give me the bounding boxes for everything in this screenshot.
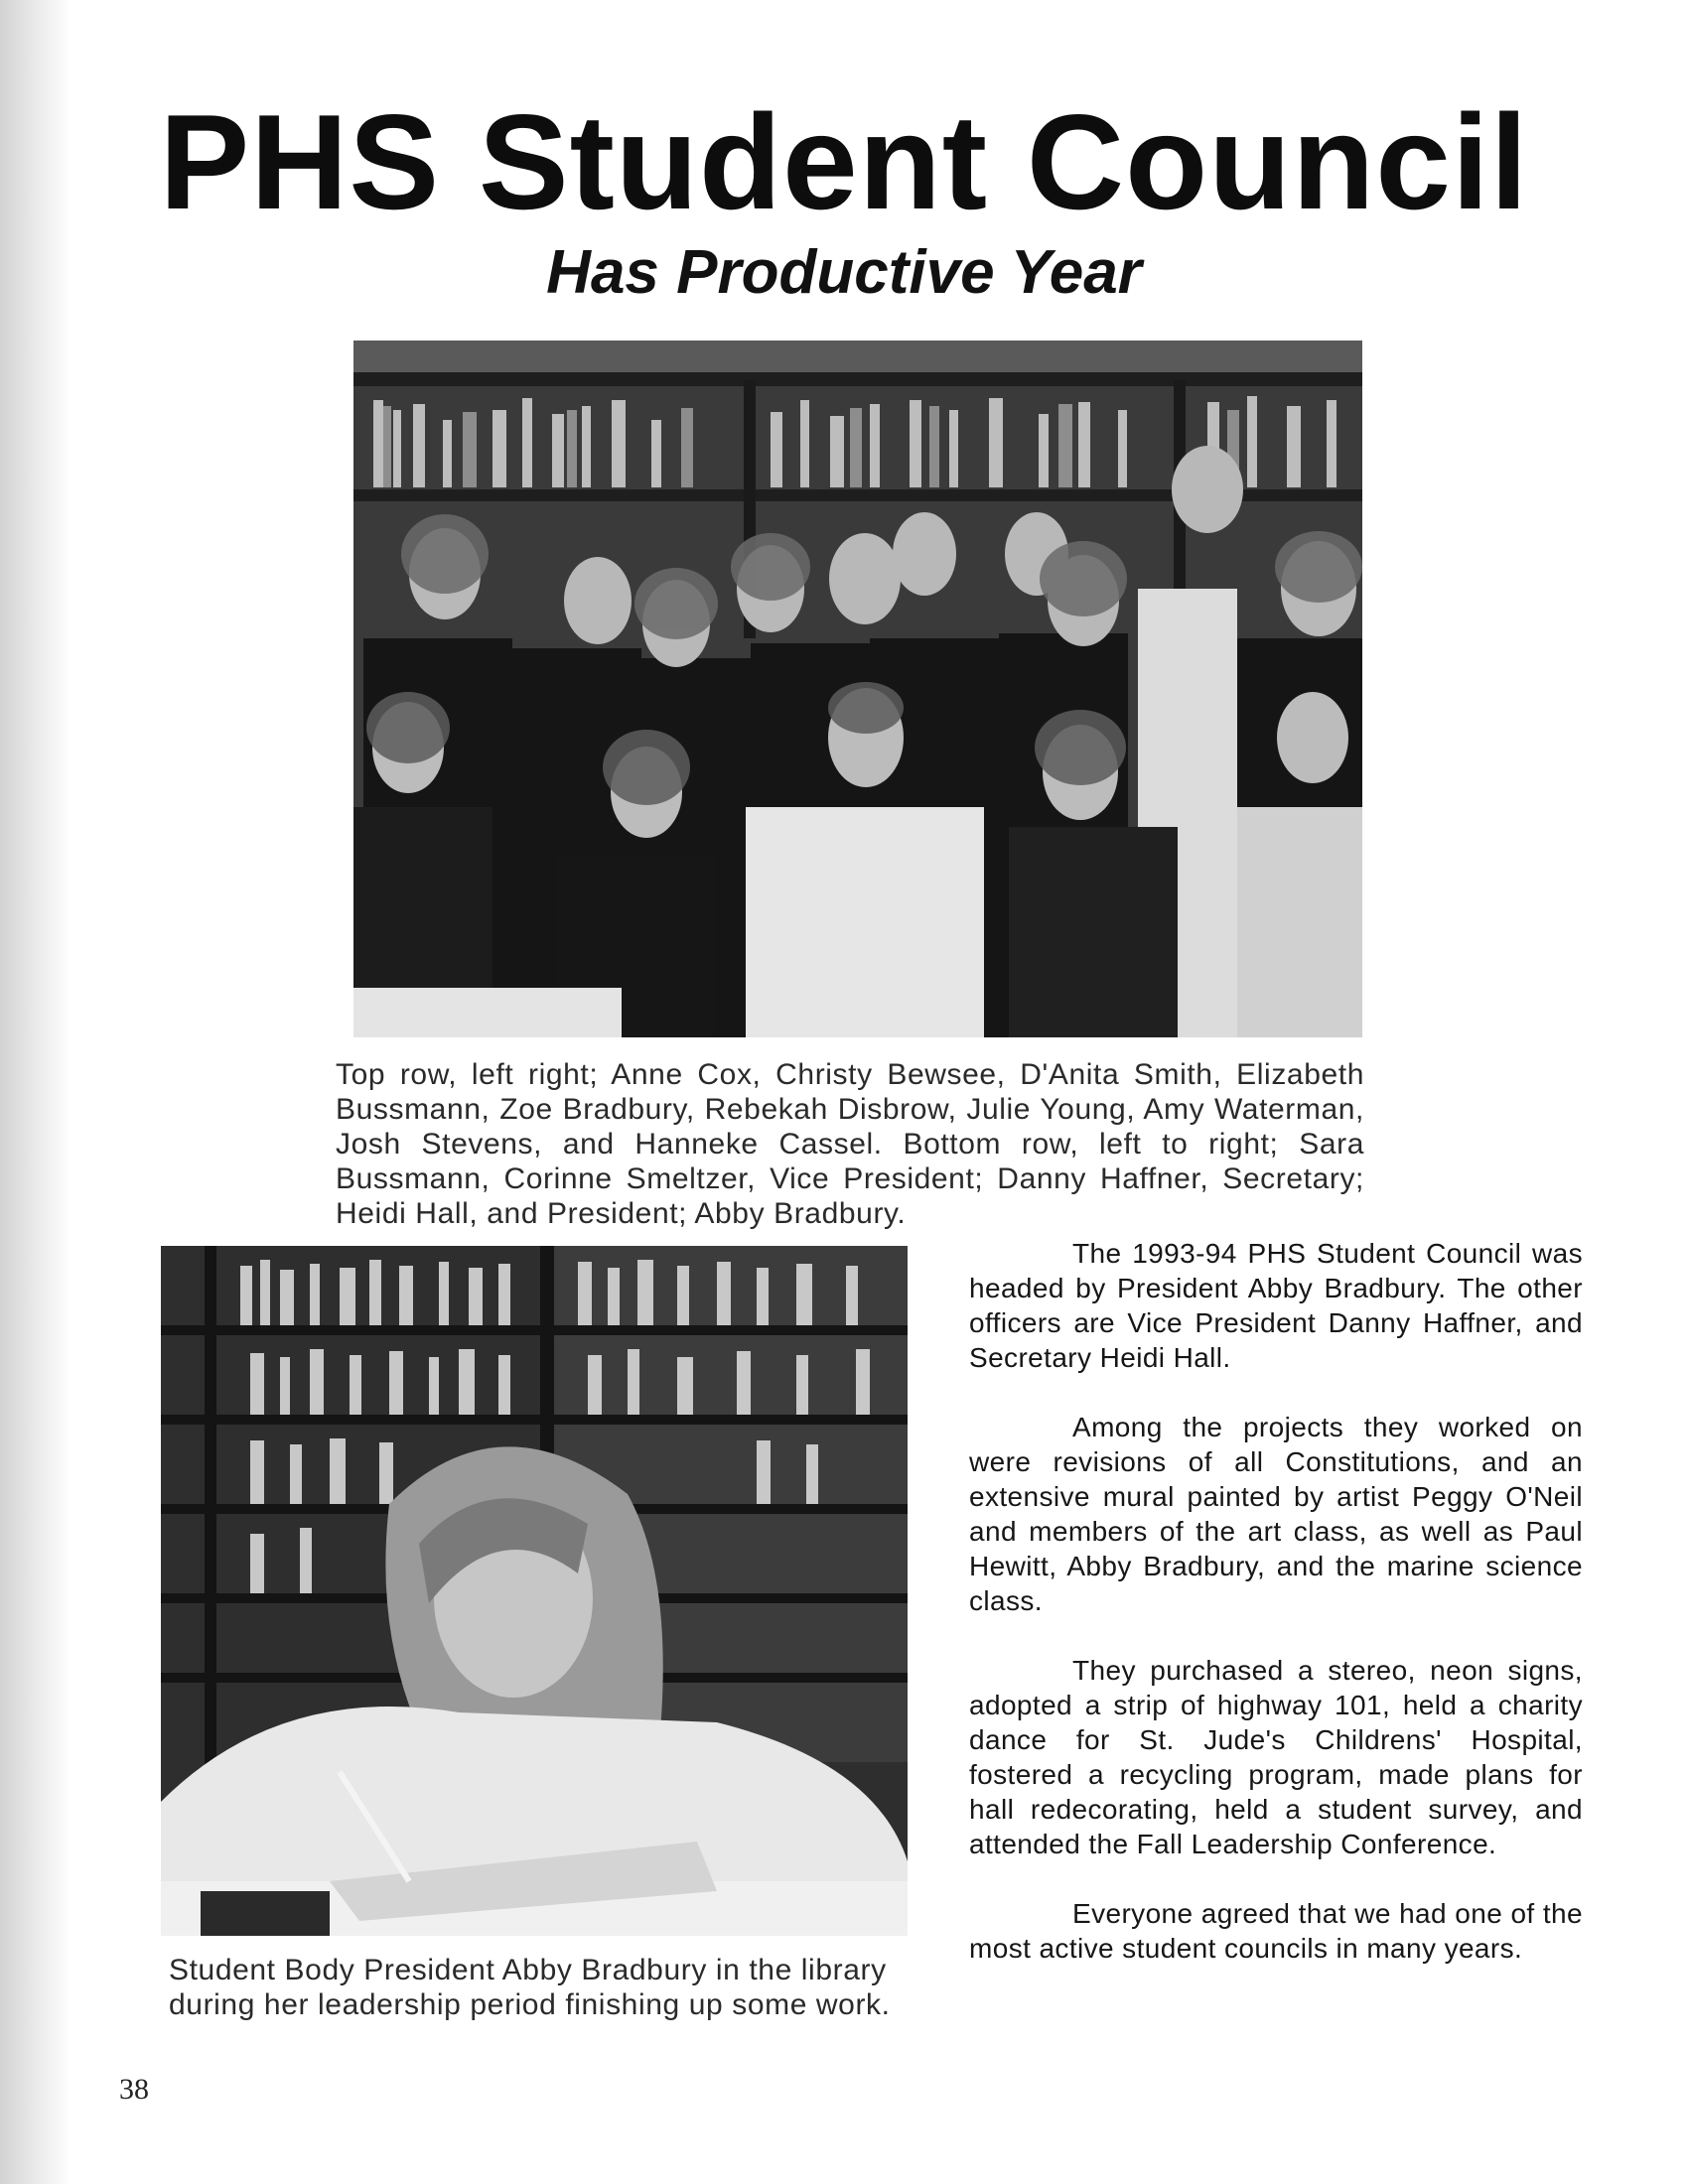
page-title: PHS Student Council [159, 86, 1529, 237]
page-binding-shadow [0, 0, 71, 2184]
page-subtitle: Has Productive Year [546, 238, 1142, 307]
article-paragraph: They purchased a stereo, neon signs, adopted a strip of highway 101, held a charity dance for St. Jude's Childrens' Hospital, fostered a recycling program, made plans for hall redecorating, held a student survey, and attended the Fall Leadership Conference. [969, 1655, 1583, 1859]
article-paragraph: Everyone agreed that we had one of the most active student councils in many years. [969, 1898, 1583, 1964]
group-photo-caption: Top row, left right; Anne Cox, Christy Bewsee, D'Anita Smith, Elizabeth Bussmann, Zoe Bradbury, Rebekah Disbrow, Julie Young, Amy Waterman, Josh Stevens, and Hanneke Cassel. Bottom row, left to right; Sara Bussmann, Corinne Smeltzer, Vice President; Danny Haffner, Secretary; Heidi Hall, and President; Abby Bradbury. [336, 1058, 1364, 1230]
article-body [969, 1236, 1583, 2000]
article-paragraph: Among the projects they worked on were revisions of all Constitutions, and an extensive mural painted by artist Peggy O'Neil and members of the art class, as well as Paul Hewitt, Abby Bradbury, and the marine science class. [969, 1412, 1583, 1616]
page-number: 38 [119, 2073, 149, 2106]
library-study-photo [161, 1246, 908, 1936]
article-paragraph: The 1993-94 PHS Student Council was headed by President Abby Bradbury. The other officers are Vice President Danny Haffner, and Secretary Heidi Hall. [969, 1238, 1583, 1373]
student-council-group-photo [353, 341, 1362, 1037]
library-photo-caption: Student Body President Abby Bradbury in the library during her leadership period finishing up some work. [169, 1954, 891, 2021]
